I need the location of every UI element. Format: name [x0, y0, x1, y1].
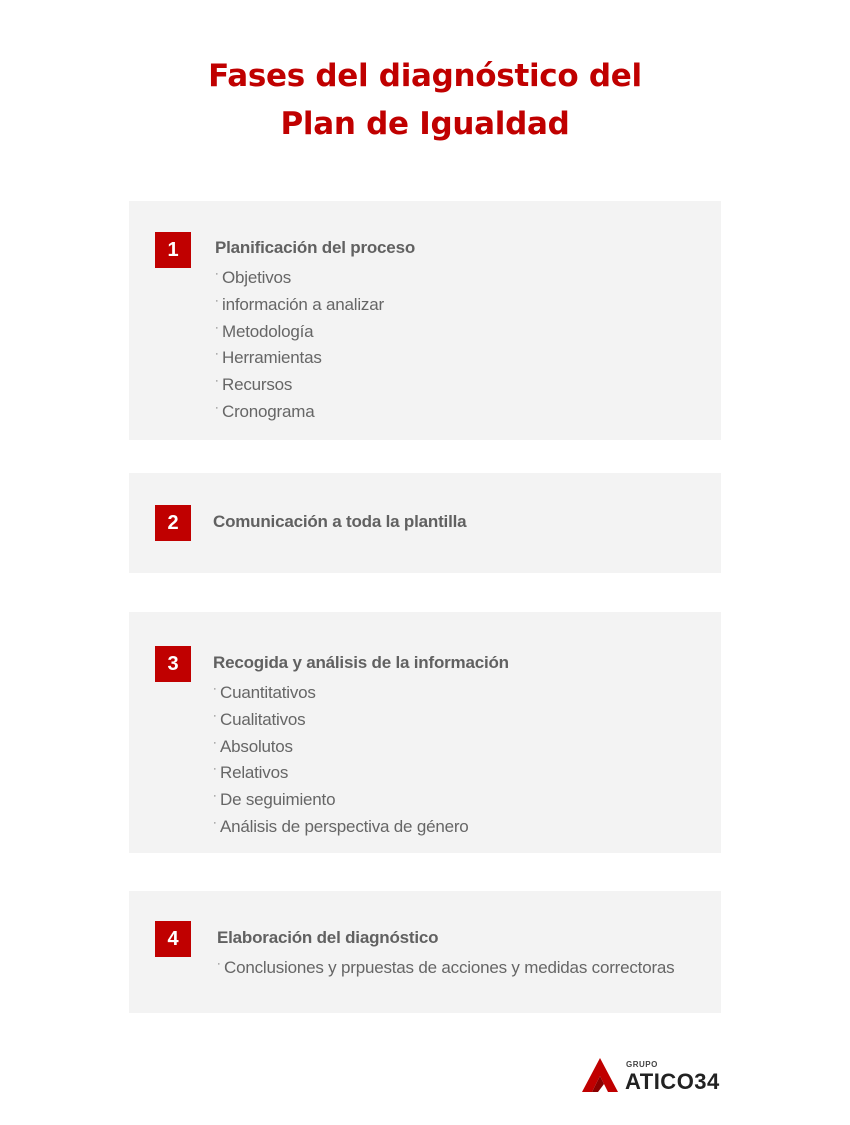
bullet-icon: · [213, 763, 217, 776]
phase-card-2 [129, 473, 721, 573]
list-item-label: Metodología [222, 321, 314, 341]
list-item [215, 315, 384, 342]
list-item [213, 783, 469, 810]
list-item-label: Herramientas [222, 348, 322, 368]
list-item [213, 676, 469, 703]
list-item [213, 730, 469, 757]
bullet-icon: · [213, 790, 217, 803]
title-line-1: Fases del diagnóstico del [208, 58, 642, 94]
phase-number-badge: 1 [155, 232, 191, 268]
list-item-label: Cuantitativos [220, 683, 316, 702]
phase-heading: Recogida y análisis de la información [213, 653, 509, 672]
bullet-icon: · [215, 321, 219, 334]
phase-card-1 [129, 201, 721, 440]
phase-card-3 [129, 612, 721, 853]
list-item [215, 368, 384, 395]
list-item [215, 261, 384, 288]
list-item-label: información a analizar [222, 294, 384, 314]
phase-item-list [217, 951, 674, 978]
phase-heading: Comunicación a toda la plantilla [213, 512, 467, 531]
phase-number-badge: 4 [155, 921, 191, 957]
logo-brand-text: ATICO34 [625, 1069, 720, 1094]
phase-item-list [213, 676, 469, 837]
list-item-label: Cronograma [222, 401, 315, 421]
phase-number-badge: 3 [155, 646, 191, 682]
list-item [213, 810, 469, 837]
list-item-label: Relativos [220, 763, 289, 783]
bullet-icon: · [215, 348, 219, 361]
phase-heading: Planificación del proceso [215, 238, 416, 257]
bullet-icon: · [213, 736, 217, 749]
bullet-icon: · [215, 268, 219, 280]
list-item-label: Análisis de perspectiva de género [220, 816, 469, 836]
phase-card-4 [129, 891, 721, 1013]
list-item [215, 341, 384, 368]
bullet-icon: · [215, 294, 219, 307]
phase-item-list [215, 261, 384, 422]
list-item [213, 756, 469, 783]
bullet-icon: · [217, 958, 221, 970]
list-item-label: Absolutos [220, 736, 293, 756]
bullet-icon: · [213, 816, 217, 829]
bullet-icon: · [213, 709, 217, 722]
list-item [215, 395, 384, 422]
logo-mark-icon [580, 1058, 624, 1094]
list-item [213, 703, 469, 730]
bullet-icon: · [215, 375, 219, 388]
list-item-label: Conclusiones y prpuestas de acciones y medidas correctoras [224, 958, 675, 977]
list-item [217, 951, 674, 978]
bullet-icon: · [215, 401, 219, 414]
phase-number-badge: 2 [155, 505, 191, 541]
list-item-label: Objetivos [222, 268, 292, 287]
bullet-icon: · [213, 683, 217, 695]
page-title [0, 52, 850, 148]
list-item [215, 288, 384, 315]
list-item-label: Cualitativos [220, 709, 306, 729]
title-line-2: Plan de Igualdad [280, 106, 570, 142]
phase-heading: Elaboración del diagnóstico [217, 928, 439, 947]
list-item-label: De seguimiento [220, 790, 336, 810]
list-item-label: Recursos [222, 375, 293, 395]
atico34-logo [580, 1058, 730, 1098]
logo-grupo-text: GRUPO [626, 1060, 658, 1069]
